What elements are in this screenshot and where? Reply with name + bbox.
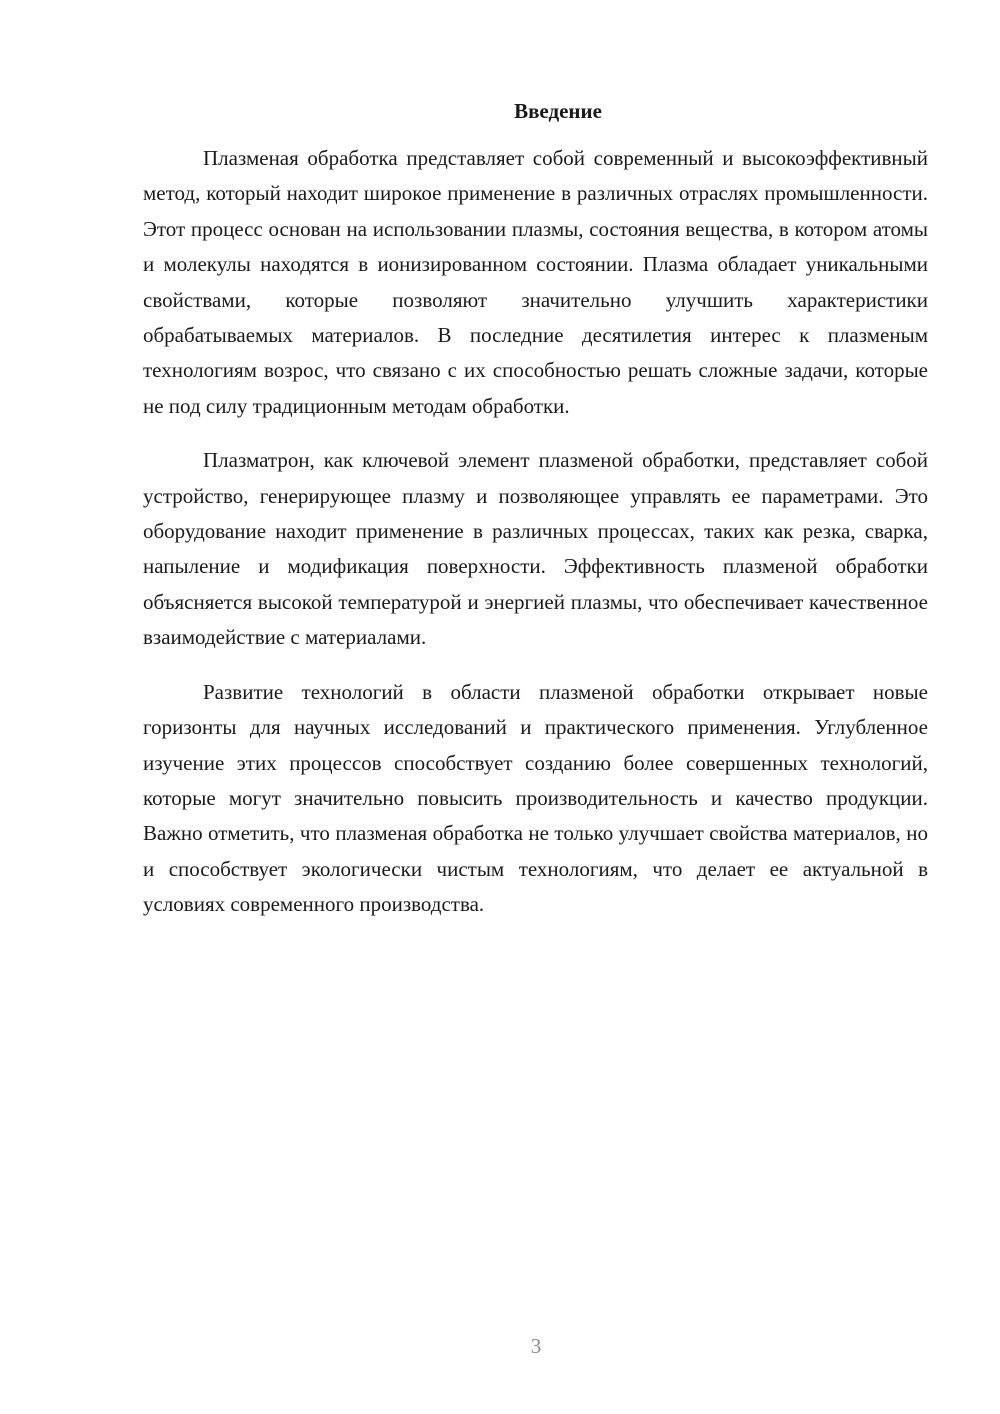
paragraph-1: Плазменая обработка представляет собой современный и высокоэффективный метод, который находит широкое применение в различных отраслях промышленности. Этот процесс основан на использовании плазмы, состояния вещества, в котором атомы и молекулы находятся в ионизированном состоянии. Плазма обладает уникальными свойствами, которые позволяют значительно улучшить характеристики обрабатываемых материалов. В последние десятилетия интерес к плазменым технологиям возрос, что связано с их способностью решать сложные задачи, которые не под силу традиционным методам обработки. — [143, 146, 928, 418]
paragraph-3: Развитие технологий в области плазменой обработки открывает новые горизонты для научных исследований и практического применения. Углубленное изучение этих процессов способствует созданию более совершенных технологий, которые могут значительно повысить производительность и качество продукции. Важно отметить, что плазменая обработка не только улучшает свойства материалов, но и способствует экологически чистым технологиям, что делает ее актуальной в условиях современного производства. — [143, 679, 928, 917]
paragraph-2: Плазматрон, как ключевой элемент плазменой обработки, представляет собой устройство, генерирующее плазму и позволяющее управлять ее параметрами. Это оборудование находит применение в различных процессах, таких как резка, сварка, напыление и модификация поверхности. Эффективность плазменой обработки объясняется высокой температурой и энергией плазмы, что обеспечивает качественное взаимодействие с материалами. — [143, 448, 928, 650]
page-number: 3 — [530, 1334, 542, 1358]
page-content — [143, 95, 928, 942]
section-heading: Введение — [514, 99, 602, 123]
